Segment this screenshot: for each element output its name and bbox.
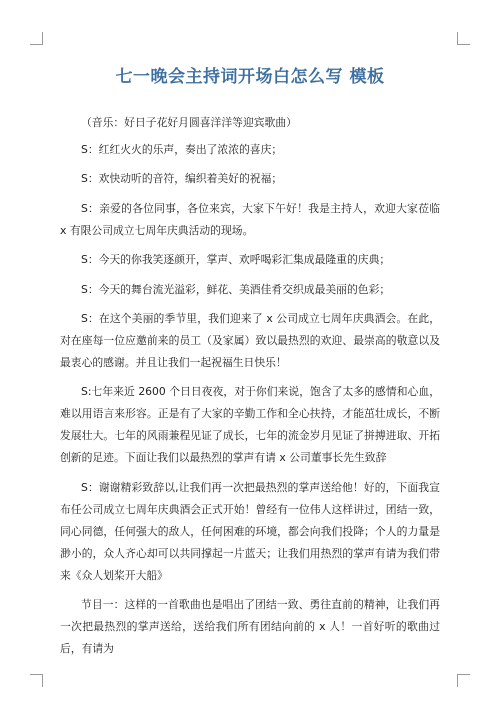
crop-mark-top-left xyxy=(30,32,43,45)
paragraph: S：欢快动听的音符，编织着美好的祝福； xyxy=(81,172,283,186)
paragraph: S:七年来近 2600 个日日夜夜，对于你们来说，饱含了太多的感情和心血，难以用语言来形容。正是有了大家的辛勤工作和全心扶持，才能茁壮成长，不断发展壮大。七年的风雨兼程见证了成长，七年的流金岁月见证了拼搏进取、开拓创新的足迹。下面让我们以最热烈的掌声有请 x 公司董事长先生致辞 xyxy=(60,385,440,465)
paragraph: 节目一：这样的一首歌曲也是唱出了团结一致、勇往直前的精神，让我们再一次把最热烈的掌声送给，送给我们所有团结向前的 x 人！一首好听的歌曲过后，有请为 xyxy=(60,598,440,656)
paragraph: S：今天的你我笑逐颜开，掌声、欢呼喝彩汇集成最隆重的庆典； xyxy=(81,253,391,267)
crop-mark-bottom-left xyxy=(30,674,43,687)
crop-mark-top-right xyxy=(457,32,470,45)
document-body xyxy=(60,112,440,668)
paragraph: S：谢谢精彩致辞以,让我们再一次把最热烈的掌声送给他！好的，下面我宣布任公司成立七周年庆典酒会正式开始！曾经有一位伟人这样讲过，团结一致，同心同德，任何强大的敌人，任何困难的环境，都会向我们投降；个人的力量是渺小的，众人齐心却可以共同撑起一片蓝天；让我们用热烈的掌声有请为我们带来《众人划桨开大船》 xyxy=(60,480,440,582)
crop-mark-bottom-right xyxy=(457,674,470,687)
paragraph: S：亲爱的各位同事，各位来宾，大家下午好！我是主持人，欢迎大家莅临 x 有限公司成立七周年庆典活动的现场。 xyxy=(60,201,440,237)
paragraph-music-note: （音乐：好日子花好月圆喜洋洋等迎宾歌曲） xyxy=(81,116,297,129)
document-title: 七一晚会主持词开场白怎么写 模板 xyxy=(115,67,385,87)
paragraph: S：在这个美丽的季节里，我们迎来了 x 公司成立七周年庆典酒会。在此，对在座每一位应邀前来的员工（及家属）致以最热烈的欢迎、最崇高的敬意以及最衷心的感谢。并且让我们一起祝福生日快乐！ xyxy=(60,311,440,369)
paragraph: S：红红火火的乐声，奏出了浓浓的喜庆； xyxy=(81,143,283,156)
paragraph: S：今天的舞台流光溢彩，鲜花、美酒佳肴交织成最美丽的色彩； xyxy=(81,282,391,296)
